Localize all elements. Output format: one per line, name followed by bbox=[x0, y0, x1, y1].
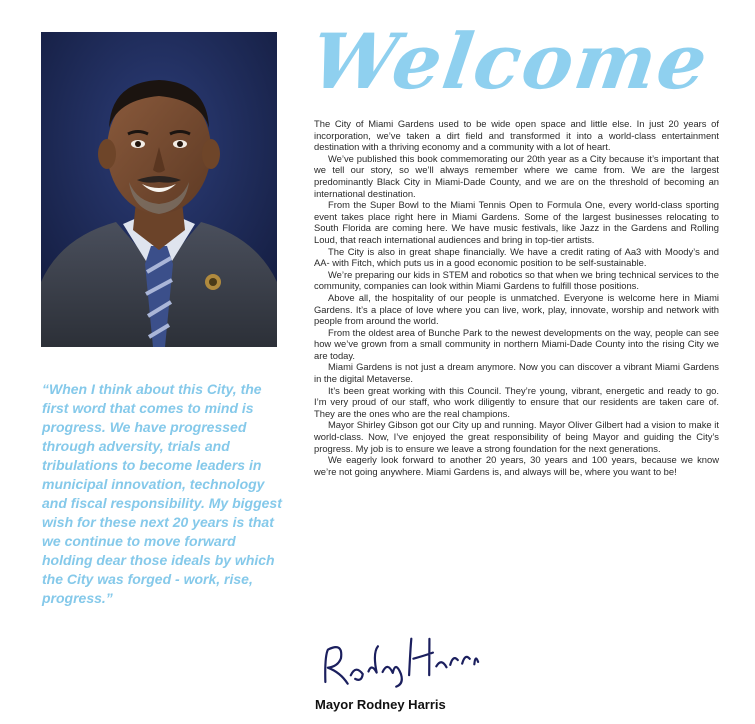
portrait-illustration bbox=[41, 32, 277, 347]
handwritten-signature bbox=[313, 621, 489, 708]
paragraph: The City of Miami Gardens used to be wide open space and little else. In just 20 years of incorporation, we’ve taken a dirt field and transformed it into a world-class entertainment destination with a thriving economy and a community with a lot of heart. bbox=[314, 118, 719, 153]
paragraph: Mayor Shirley Gibson got our City up and running. Mayor Oliver Gilbert had a vision to make it world-class. Now, I’ve enjoyed the great responsibility of being Mayor and guiding the City’s progress. My job is to ensure we leave a strong foundation for the next generations. bbox=[314, 419, 719, 454]
pull-quote: “When I think about this City, the first word that comes to mind is progress. We have progressed through adversity, trials and tribulations to become leaders in municipal innovation, technology and fiscal responsibility. My biggest wish for these next 20 years is that we continue to move forward holding dear those ideals by which the City was forged - work, rise, progress.” bbox=[42, 381, 282, 606]
signature-mark bbox=[313, 621, 488, 698]
paragraph: Above all, the hospitality of our people is unmatched. Everyone is welcome here in Miami Gardens. It’s a place of love where you can live, work, play, innovate, worship and network with people from around the world. bbox=[314, 291, 719, 327]
paragraph: From the oldest area of Bunche Park to the newest developments on the way, people can see how we’ve grown from a small community in northern Miami-Dade County into the rising City we are today. bbox=[314, 326, 719, 361]
paragraph: We eagerly look forward to another 20 years, 30 years and 100 years, because we know we’re not going anywhere. Miami Gardens is, and always will be, where you want to be! bbox=[314, 454, 719, 477]
mayor-portrait bbox=[41, 32, 277, 347]
signature-caption: Mayor Rodney Harris bbox=[315, 697, 446, 712]
paragraph: It’s been great working with this Council. They’re young, vibrant, energetic and ready to go. I’m very proud of our staff, who work diligently to ensure that our residents are taken care of. They are the ones who are the real champions. bbox=[314, 384, 719, 419]
paragraph: We’re preparing our kids in STEM and robotics so that when we bring technical services to the community, companies can look within Miami Gardens to fulfill those positions. bbox=[314, 268, 719, 292]
paragraph: We’ve published this book commemorating our 20th year as a City because it’s important that we tell our story, so we’ll always remember where we came from. We are the largest predominantly Black City in Miami-Dade County, and we are on the threshold of becoming an international destination. bbox=[314, 152, 719, 199]
page-title: Welcome bbox=[305, 17, 715, 106]
paragraph: Miami Gardens is not just a dream anymore. Now you can discover a vibrant Miami Gardens in the digital Metaverse. bbox=[314, 361, 719, 385]
letter-body bbox=[314, 118, 719, 477]
paragraph: From the Super Bowl to the Miami Tennis Open to Formula One, every world-class sporting event takes place right here in Miami Gardens. Some of the largest businesses relocating to South Florida are coming here. We have music festivals, like Jazz in the Gardens and Rolling Loud, that reach international audiences and bring in top-tier artists. bbox=[314, 199, 719, 245]
paragraph: The City is also in great shape financially. We have a credit rating of Aa3 with Moody’s and AA- with Fitch, which puts us in a good economic position to be self-sustainable. bbox=[314, 245, 719, 269]
